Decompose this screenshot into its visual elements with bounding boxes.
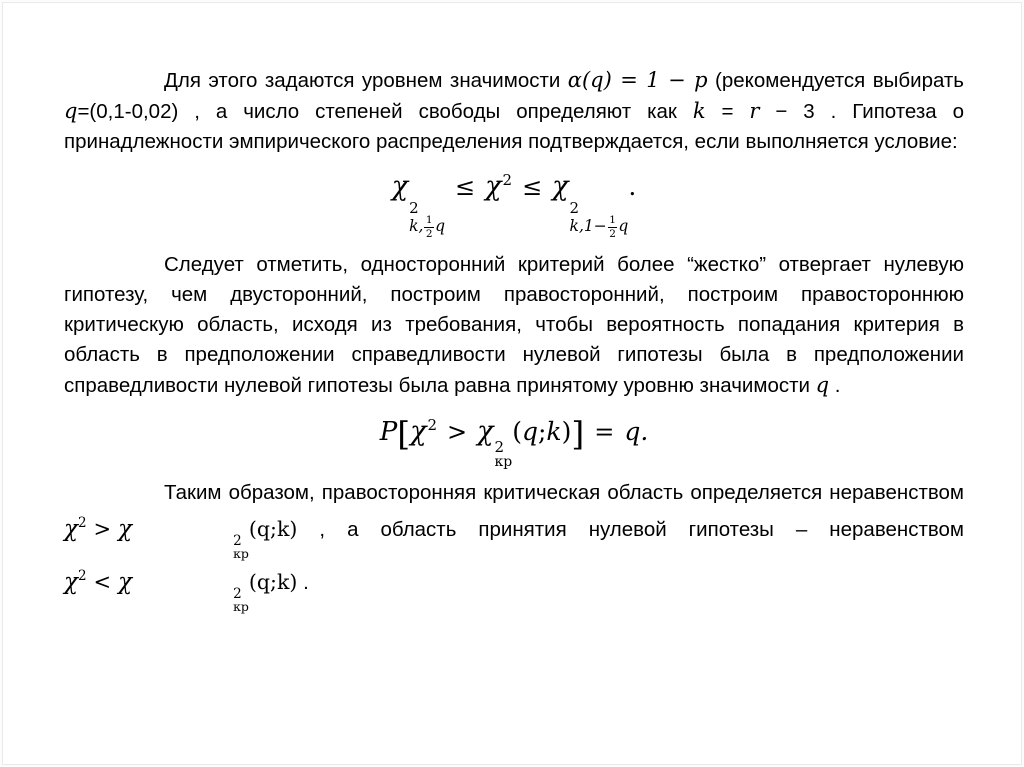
- subscript-text: q: [435, 217, 446, 236]
- chi-symbol: χ: [391, 171, 409, 202]
- text-run: , а область принятия нулевой гипотезы – неравенством: [297, 518, 964, 541]
- chi-symbol: χ: [118, 568, 133, 595]
- left-bracket: [: [397, 414, 411, 453]
- chi-symbol: χ: [64, 516, 78, 542]
- right-paren: ): [561, 417, 572, 446]
- math-var-q-period: q.: [624, 417, 649, 446]
- subscript-k-half-q: [409, 216, 445, 238]
- math-var-q: q: [815, 373, 830, 397]
- math-var-k: k: [276, 569, 290, 594]
- superscript-2: 2: [427, 416, 437, 434]
- paragraph-one-sided-criterion: [64, 250, 964, 401]
- fraction-numerator: 1: [425, 214, 433, 227]
- fraction-one-half: [424, 214, 434, 239]
- right-bracket: ]: [571, 414, 585, 453]
- math-alpha-equation: α(q) = 1 − p: [567, 68, 708, 92]
- formula-probability-critical-value: [64, 416, 964, 470]
- right-paren: ): [289, 569, 298, 594]
- math-var-q: q: [64, 99, 78, 123]
- superscript-2: 2: [77, 567, 87, 584]
- chi-symbol: χ: [477, 416, 494, 447]
- formula-chi-squared-interval: [64, 171, 964, 238]
- superscript-2: 2: [409, 199, 419, 217]
- math-var-k: k: [692, 99, 706, 123]
- text-run: Следует отметить, односторонний критерий более “жестко” отвергает нулевую гипотезу, чем двусторонний, построим правосторонний, построим правостороннюю критическую область, исходя из требования, чтобы вероятность попадания критерия в область в предположении справедливости нулевой гипотезы была в предположении справедливости нулевой гипотезы была равна принятому уровню значимости: [64, 253, 964, 397]
- semicolon: ;: [270, 517, 277, 541]
- subscript-text: k,: [409, 217, 424, 236]
- chi-sup-sub: [409, 201, 445, 238]
- inline-formula-rejection-region: [64, 515, 298, 561]
- left-paren: (: [512, 417, 522, 446]
- subscript-kr: кр: [233, 546, 249, 561]
- paragraph-significance-level: [64, 65, 964, 157]
- period: .: [628, 172, 637, 201]
- math-var-q: q: [256, 569, 271, 594]
- fraction-one-half: [608, 214, 618, 239]
- inline-formula-acceptance-region: [64, 567, 298, 614]
- fraction-denominator: 2: [425, 227, 433, 240]
- subscript-text: q: [618, 217, 629, 236]
- math-var-q: q: [521, 417, 538, 446]
- less-or-equal-sign: ≤: [455, 173, 476, 201]
- text-run: =: [705, 100, 750, 123]
- semicolon: ;: [270, 569, 277, 594]
- text-run: (рекомендуется выбирать: [707, 69, 964, 92]
- slide-content: [64, 65, 964, 613]
- paragraph-critical-region-definition: [64, 478, 964, 613]
- chi-symbol: χ: [64, 568, 78, 595]
- chi-sup-sub: [494, 440, 512, 470]
- greater-than-sign: >: [93, 517, 112, 541]
- math-var-q: q: [256, 517, 271, 541]
- math-var-k: k: [546, 417, 562, 446]
- text-run: .: [829, 374, 841, 397]
- math-var-k: k: [276, 517, 290, 541]
- text-run: .: [297, 570, 309, 594]
- right-paren: ): [289, 517, 298, 541]
- chi-symbol: χ: [485, 171, 502, 202]
- subscript-kr: кр: [494, 454, 513, 470]
- superscript-2: 2: [77, 515, 87, 531]
- math-var-P: P: [379, 417, 398, 447]
- chi-symbol: χ: [410, 416, 427, 447]
- fraction-denominator: 2: [609, 227, 616, 240]
- math-var-r: r: [749, 99, 760, 123]
- text-run: =(0,1-0,02) , а число степеней свободы определяют как: [77, 100, 693, 123]
- superscript-2: 2: [233, 585, 242, 602]
- less-than-sign: <: [93, 569, 112, 594]
- fraction-numerator: 1: [609, 214, 616, 227]
- chi-symbol: χ: [118, 516, 133, 542]
- subscript-text: k,1−: [569, 217, 607, 236]
- text-run: Для этого задаются уровнем значимости: [164, 69, 568, 92]
- presentation-slide: [2, 2, 1022, 765]
- subscript-k-one-minus-half-q: [570, 216, 629, 238]
- left-paren: (: [248, 569, 257, 594]
- chi-sup-sub: [570, 201, 629, 238]
- chi-symbol: χ: [552, 171, 569, 202]
- superscript-2: 2: [494, 438, 505, 456]
- superscript-2: 2: [502, 171, 513, 189]
- superscript-2: 2: [569, 199, 580, 217]
- left-paren: (: [248, 517, 257, 541]
- text-run: Таким образом, правосторонняя критическая область определяется неравенством: [164, 481, 964, 504]
- semicolon: ;: [537, 417, 547, 446]
- superscript-2: 2: [233, 533, 242, 549]
- text-run: − 3 . Гипотеза о принадлежности эмпирического распределения подтверждается, если выполняется условие:: [64, 100, 964, 153]
- chi-sup-sub: [133, 585, 249, 614]
- greater-than-sign: >: [447, 418, 468, 446]
- subscript-kr: кр: [233, 598, 249, 614]
- equals-sign: =: [594, 418, 615, 446]
- chi-sup-sub: [133, 535, 249, 561]
- less-or-equal-sign: ≤: [522, 173, 543, 201]
